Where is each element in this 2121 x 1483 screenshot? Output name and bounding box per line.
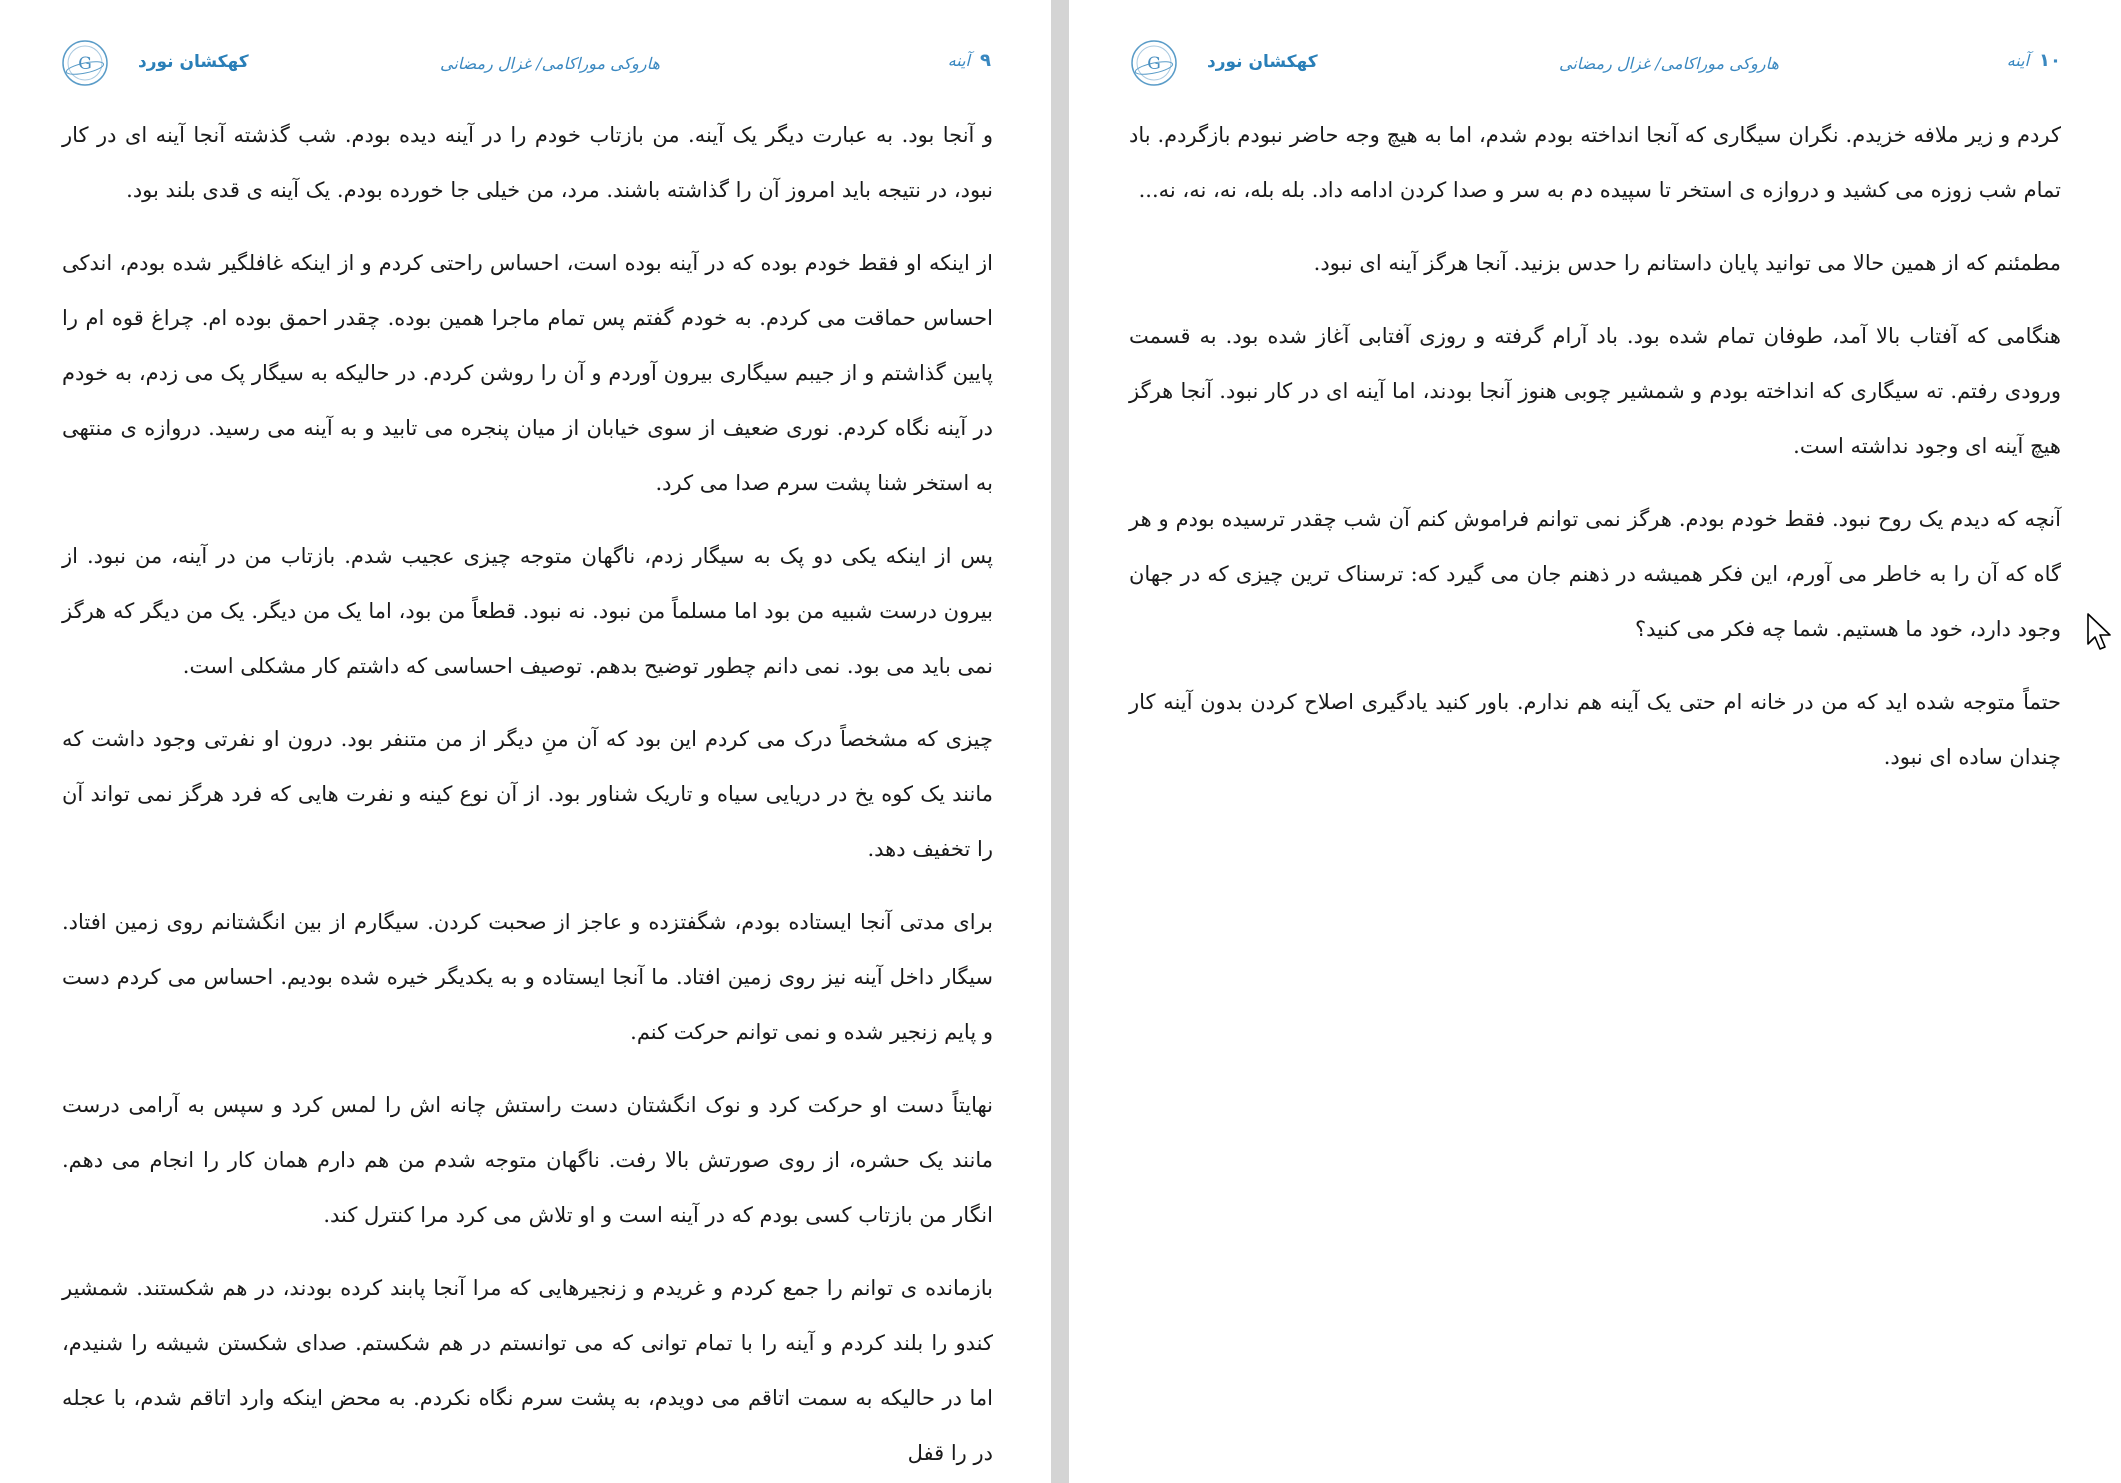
brand-name: کهکشان نورد xyxy=(1207,52,1318,72)
galaxy-logo-icon xyxy=(1129,38,1179,88)
paragraph: نهایتاً دست او حرکت کرد و نوک انگشتان دست راستش چانه اش را لمس کرد و سپس به آرامی درست مانند یک حشره، از روی صورتش بالا رفت. ناگهان متوجه شدم من هم دارم همان کار را انجام می دهم. انگار من بازتاب کسی بودم که در آینه است و او تلاش می کرد مرا کنترل کند. xyxy=(62,1093,993,1227)
brand-name: کهکشان نورد xyxy=(138,52,249,72)
page-9 xyxy=(0,0,1051,1483)
svg-text:G: G xyxy=(1147,54,1161,74)
author-line: هاروکی موراکامی/ غزال رمضانی xyxy=(1559,54,1779,73)
page-header xyxy=(60,38,991,94)
page-header xyxy=(1129,38,2061,94)
svg-text:G: G xyxy=(78,54,92,74)
paragraph: آنچه که دیدم یک روح نبود. فقط خودم بودم. هرگز نمی توانم فراموش کنم آن شب چقدر ترسیده بودم و هر گاه که آن را به خاطر می آورم، این فکر همیشه در ذهنم جان می گیرد که: ترسناک ترین چیزی که در جهان وجود دارد، خود ما هستیم. شما چه فکر می کنید؟ xyxy=(1129,507,2062,641)
page-number: ۱۰ xyxy=(2039,50,2061,71)
paragraph: بازمانده ی توانم را جمع کردم و غریدم و زنجیرهایی که مرا آنجا پابند کرده بودند، در هم شکستند. شمشیر کندو را بلند کردم و آینه را با تمام توانی که می توانستم در هم شکستم. صدای شکستن شیشه را شنیدم، اما در حالیکه به سمت اتاقم می دویدم، به پشت سرم نگاه نکردم. به محض اینکه وارد اتاقم شدم، با عجله در را قفل xyxy=(62,1276,993,1465)
paragraph: پس از اینکه یکی دو پک به سیگار زدم، ناگهان متوجه چیزی عجیب شدم. بازتاب من در آینه، من نبود. از بیرون درست شبیه من بود اما مسلماً من نبود. نه نبود. قطعاً من بود، اما یک من دیگر. یک من دیگر که هرگز نمی باید می بود. نمی دانم چطور توضیح بدهم. توصیف احساسی که داشتم کار مشکلی است. xyxy=(62,544,993,678)
page-info xyxy=(948,50,991,71)
page-info xyxy=(2007,50,2061,71)
paragraph: و آنجا بود. به عبارت دیگر یک آینه. من بازتاب خودم را در آینه دیده بودم. شب گذشته آنجا آینه ای در کار نبود، در نتیجه باید امروز آن را گذاشته باشند. مرد، من خیلی جا خورده بودم. یک آینه ی قدی بلند بود. xyxy=(62,123,993,202)
paragraph: مطمئنم که از همین حالا می توانید پایان داستانم را حدس بزنید. آنجا هرگز آینه ای نبود. xyxy=(1313,251,2061,275)
mouse-pointer-icon xyxy=(2086,612,2112,652)
paragraph: برای مدتی آنجا ایستاده بودم، شگفتزده و عاجز از صحبت کردن. سیگارم از بین انگشتانم روی زمین افتاد. سیگار داخل آینه نیز روی زمین افتاد. ما آنجا ایستاده و به یکدیگر خیره شده بودیم. احساس می کردم دست و پایم زنجیر شده و نمی توانم حرکت کنم. xyxy=(62,910,993,1044)
paragraph: از اینکه او فقط خودم بوده که در آینه بوده است، احساس راحتی کردم و از اینکه غافلگیر شده بودم، اندکی احساس حماقت می کردم. به خودم گفتم پس تمام ماجرا همین بوده. چقدر احمق بوده ام. چراغ قوه ام را پایین گذاشتم و از جیبم سیگاری بیرون آوردم و آن را روشن کردم. در حالیکه به سیگار پک می زدم، به خودم در آینه نگاه کردم. نوری ضعیف از سوی خیابان از میان پنجره می تابید و به آینه می رسید. دروازه ی منتهی به استخر شنا پشت سرم صدا می کرد. xyxy=(62,251,993,495)
galaxy-logo-icon xyxy=(60,38,110,88)
paragraph: هنگامی که آفتاب بالا آمد، طوفان تمام شده بود. باد آرام گرفته و روزی آفتابی آغاز شده بود. به قسمت ورودی رفتم. ته سیگاری که انداخته بودم و شمشیر چوبی هنوز آنجا بودند، اما آینه ای در کار نبود. آنجا هرگز هیچ آینه ای وجود نداشته است. xyxy=(1129,324,2061,458)
author-line: هاروکی موراکامی/ غزال رمضانی xyxy=(440,54,660,73)
chapter-title: آینه xyxy=(947,51,970,70)
page-10 xyxy=(1069,0,2121,1483)
paragraph: چیزی که مشخصاً درک می کردم این بود که آن منِ دیگر از من متنفر بود. درون او نفرتی وجود داشت که مانند یک کوه یخ در دریایی سیاه و تاریک شناور بود. از آن نوع کینه و نفرت هایی که فرد هرگز نمی تواند آن را تخفیف دهد. xyxy=(62,727,993,861)
page-body xyxy=(62,108,993,1483)
paragraph: حتماً متوجه شده اید که من در خانه ام حتی یک آینه هم ندارم. باور کنید یادگیری اصلاح کردن بدون آینه کار چندان ساده ای نبود. xyxy=(1129,690,2061,769)
page-body xyxy=(1129,108,2061,803)
chapter-title: آینه xyxy=(2006,51,2030,70)
page-number: ۹ xyxy=(980,50,991,71)
paragraph: کردم و زیر ملافه خزیدم. نگران سیگاری که آنجا انداخته بودم شدم، اما به هیچ وجه حاضر نبودم بازگردم. باد تمام شب زوزه می کشید و دروازه ی استخر تا سپیده دم به سر و صدا کردن ادامه داد. بله بله، نه، نه، نه... xyxy=(1129,123,2061,202)
